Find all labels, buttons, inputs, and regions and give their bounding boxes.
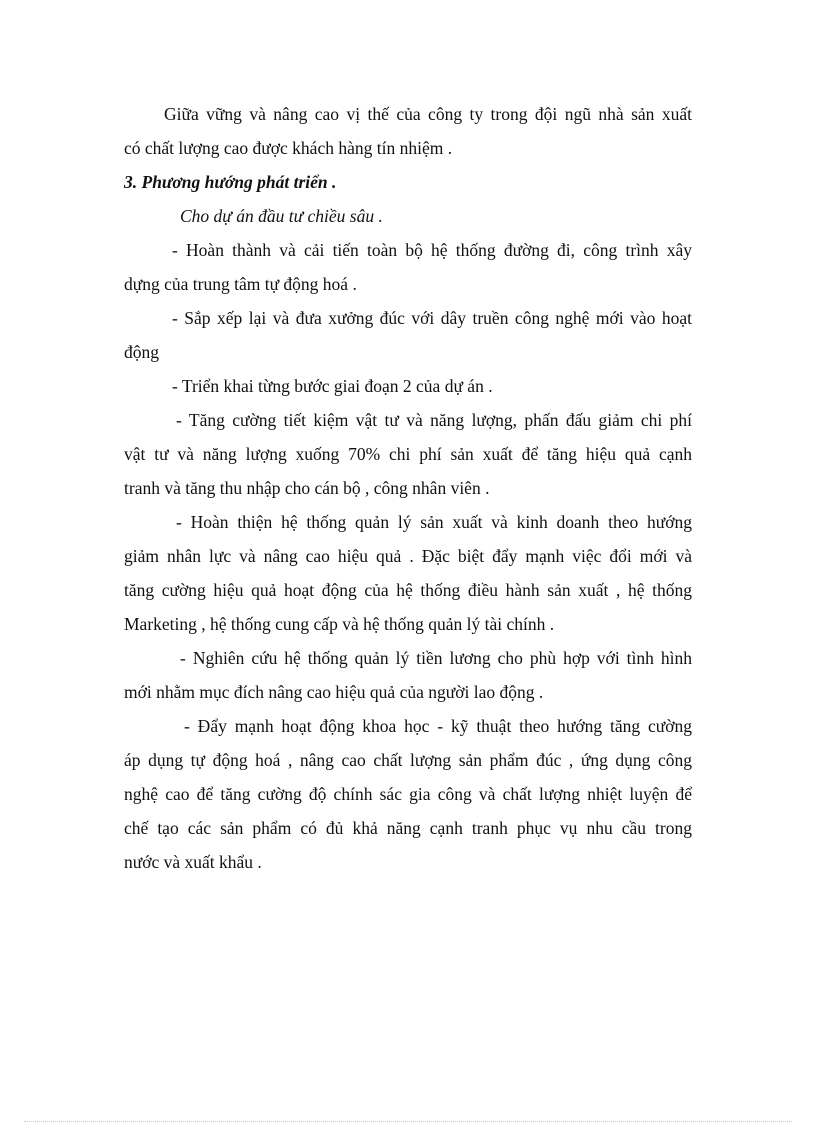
text-line: áp dụng tự động hoá , nâng cao chất lượng sản phẩm đúc , ứng dụng công [124,750,692,770]
text-line: - Nghiên cứu hệ thống quản lý tiền lương cho phù hợp với tình hình [180,648,692,668]
text-line: mới nhằm mục đích nâng cao hiệu quả của người lao động . [124,682,544,702]
text-line: - Hoàn thành và cải tiến toàn bộ hệ thống đường đi, công trình xây [172,240,692,260]
text-line: Marketing , hệ thống cung cấp và hệ thống quản lý tài chính . [124,614,555,634]
text-line: - Đẩy mạnh hoạt động khoa học - kỹ thuật theo hướng tăng cường [184,716,692,736]
text-line: vật tư và năng lượng xuống 70% chi phí sản xuất để tăng hiệu quả cạnh [124,444,692,464]
text-line: nghệ cao để tăng cường độ chính sác gia công và chất lượng nhiệt luyện để [124,784,692,804]
text-line: giảm nhân lực và nâng cao hiệu quả . Đặc biệt đẩy mạnh việc đổi mới và [124,546,692,566]
text-line: tranh và tăng thu nhập cho cán bộ , công nhân viên . [124,478,490,498]
text-line: động [124,342,159,362]
text-line: tăng cường hiệu quả hoạt động của hệ thống điều hành sản xuất , hệ thống [124,580,692,600]
text-line: - Tăng cường tiết kiệm vật tư và năng lượng, phấn đấu giảm chi phí [176,410,692,430]
text-line: - Hoàn thiện hệ thống quản lý sản xuất và kinh doanh theo hướng [176,512,692,532]
document-page [124,97,692,879]
text-line: - Sắp xếp lại và đưa xưởng đúc với dây truền công nghệ mới vào hoạt [172,308,692,328]
section-heading: 3. Phương hướng phát triển . [124,172,337,192]
text-line: - Triển khai từng bước giai đoạn 2 của dự án . [172,376,493,396]
text-line: chế tạo các sản phẩm có đủ khả năng cạnh tranh phục vụ nhu cầu trong [124,818,692,838]
text-line: Cho dự án đầu tư chiều sâu . [180,206,383,226]
text-line: có chất lượng cao được khách hàng tín nhiệm . [124,138,453,158]
text-line: Giữa vững và nâng cao vị thế của công ty trong đội ngũ nhà sản xuất [164,104,692,124]
text-line: nước và xuất khẩu . [124,852,262,872]
text-line: dựng của trung tâm tự động hoá . [124,274,357,294]
page-bottom-rule [24,1121,792,1122]
